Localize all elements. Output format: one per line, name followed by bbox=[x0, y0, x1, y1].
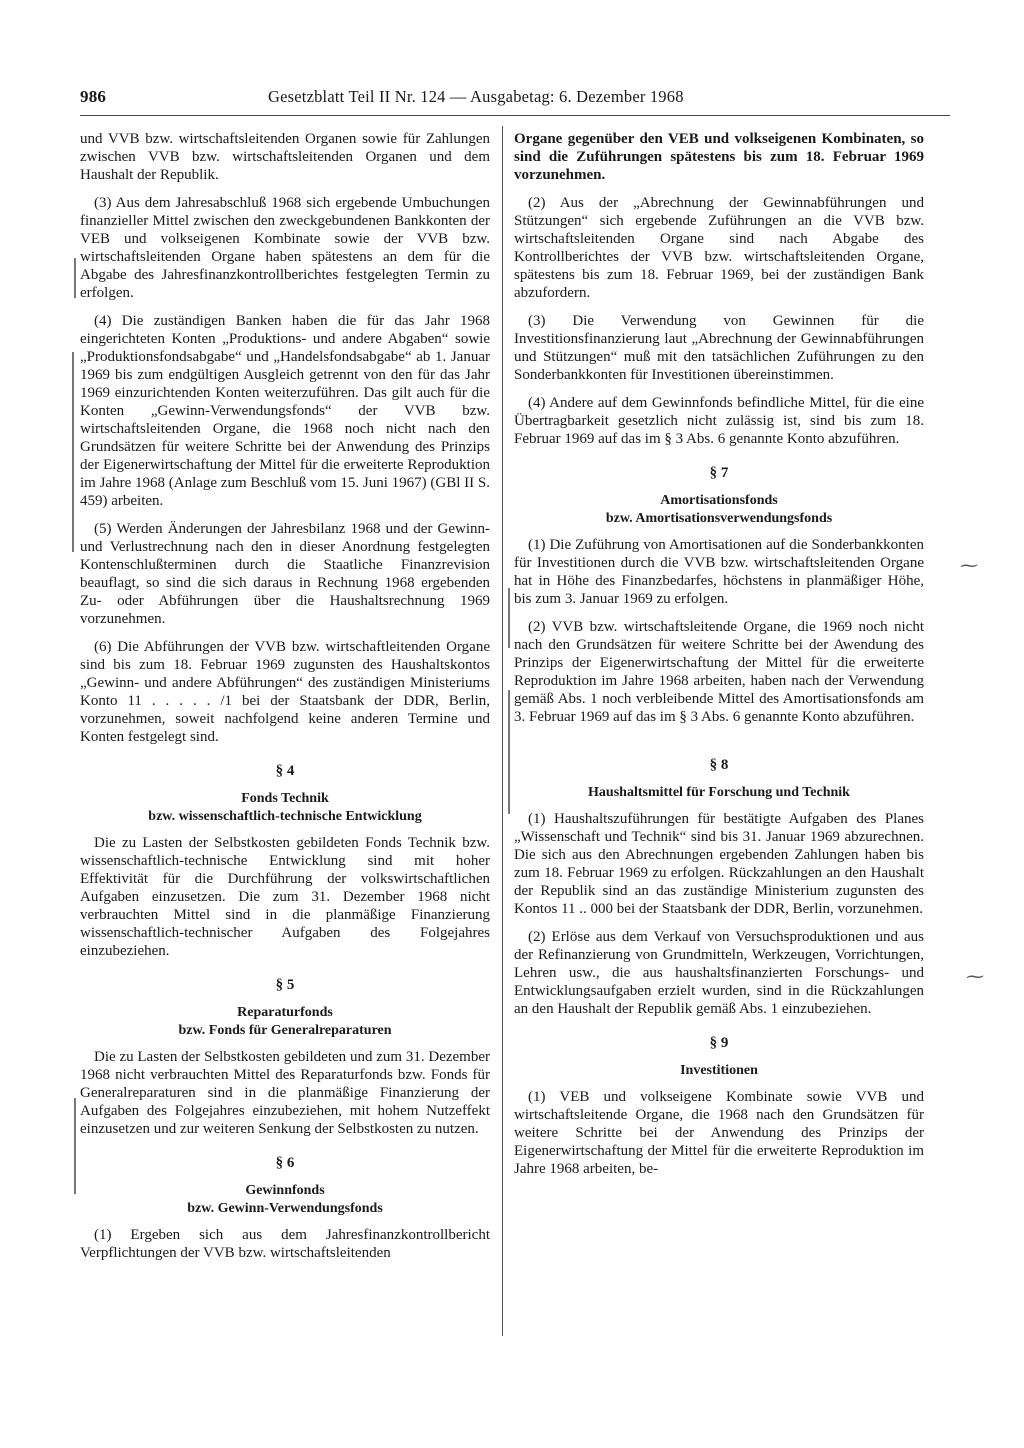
section-number: § 7 bbox=[709, 465, 729, 481]
page-header bbox=[80, 84, 950, 110]
margin-bar bbox=[72, 352, 74, 552]
paragraph: (1) VEB und volkseigene Kombinate sowie VVB und wirtschaftsleitende Organe, die 1968 nach den Grundsätzen für weitere Schritte bei der Anwendung des Prinzips der Eigenerwirtschaftung der Mittel für die erweiterte Reproduktion im Jahre 1968 arbeiten, be- bbox=[514, 1089, 924, 1177]
column-divider bbox=[502, 126, 503, 1336]
margin-bar bbox=[508, 588, 510, 648]
margin-bar bbox=[508, 690, 510, 814]
paragraph: Organe gegenüber den VEB und volkseigenen Kombinaten, so sind die Zuführungen spätestens bis zum 18. Februar 1969 vorzunehmen. bbox=[514, 131, 924, 183]
section-number: § 4 bbox=[275, 763, 295, 779]
section-title-line: Amortisationsfonds bbox=[660, 493, 778, 508]
paragraph: (3) Aus dem Jahresabschluß 1968 sich ergebende Umbuchungen finanzieller Mittel zwischen den zweckgebundenen Bankkonten der VEB und volkseigenen Kombinate sowie der VVB bzw. wirtschaftsleitenden Organe haben spätestens an dem für die Abgabe des Jahresfinanzkontrollberichtes festgelegten Termin zu erfolgen. bbox=[80, 195, 490, 301]
right-column bbox=[514, 130, 924, 1188]
section-title-line: Gewinnfonds bbox=[245, 1183, 325, 1198]
section-title bbox=[514, 1062, 924, 1080]
header-rule bbox=[80, 115, 950, 116]
section-title-line: bzw. Fonds für Generalreparaturen bbox=[178, 1023, 392, 1038]
section-title-line: Fonds Technik bbox=[241, 791, 329, 806]
left-column bbox=[80, 130, 490, 1272]
section-title bbox=[514, 784, 924, 802]
paragraph: (4) Die zuständigen Banken haben die für das Jahr 1968 eingerichteten Konten „Produktions- und andere Abgaben“ sowie „Produktionsfondsabgabe“ und „Handelsfondsabgabe“ ab 1. Januar 1969 bis zum endgültigen Ausgleich getrennt von den für das Jahr 1969 einzurichtenden Konten weiterzuführen. Das gilt auch für die Konten „Gewinn-Verwendungsfonds“ der VVB bzw. wirtschaftsleitenden Organe, die 1968 noch nicht nach den Grundsätzen für weitere Schritte bei der Anwendung des Prinzips der Eigenerwirtschaftung der Mittel für die erweiterte Reproduktion im Jahre 1968 (Anlage zum Beschluß vom 15. Juni 1967) (GBl II S. 459) arbeiten. bbox=[80, 313, 490, 509]
section-title-line: bzw. Amortisationsverwendungsfonds bbox=[605, 511, 833, 526]
margin-squiggle-icon: ⁓ bbox=[960, 555, 978, 575]
section-title-line: bzw. wissenschaftlich-technische Entwicklung bbox=[148, 809, 422, 824]
page-number: 986 bbox=[80, 87, 107, 106]
paragraph: (2) Aus der „Abrechnung der Gewinnabführungen und Stützungen“ sich ergebende Zuführungen an die VVB bzw. wirtschaftsleitenden Organe sind nach Abgabe des Kontrollberichtes der VVB bzw. wirtschaftsleitenden Organe, spätestens bis zum 18. Februar 1969, bei der zuständigen Bank abzufordern. bbox=[514, 195, 924, 301]
paragraph: (1) Haushaltszuführungen für bestätigte Aufgaben des Planes „Wissenschaft und Technik“ sind bis 31. Januar 1969 abzurechnen. Die sich aus den Abrechnungen ergebenden Zahlungen haben bis zum 18. Februar 1969 zu erfolgen. Rückzahlungen an den Haushalt der Republik sind an das zuständige Ministerium zugunsten des Kontos 11 .. 000 bei der Staatsbank der DDR, Berlin, vorzunehmen. bbox=[514, 811, 924, 917]
paragraph: (4) Andere auf dem Gewinnfonds befindliche Mittel, für die eine Übertragbarkeit gesetzlich nicht zulässig ist, sind bis zum 18. Februar 1969 auf das im § 3 Abs. 6 genannte Konto abzuführen. bbox=[514, 395, 924, 447]
paragraph: (3) Die Verwendung von Gewinnen für die Investitionsfinanzierung laut „Abrechnung der Gewinnabführungen und Stützungen“ muß mit den tatsächlichen Zuführungen zu den Sonderbankkonten für Investitionen übereinstimmen. bbox=[514, 313, 924, 383]
paragraph: und VVB bzw. wirtschaftsleitenden Organen sowie für Zahlungen zwischen VVB bzw. wirtschaftsleitenden Organen und dem Haushalt der Republik. bbox=[80, 131, 490, 183]
paragraph: (5) Werden Änderungen der Jahresbilanz 1968 und der Gewinn- und Verlustrechnung nach den in dieser Anordnung festgelegten Kontenschlußterminen durch die Staatliche Finanzrevision beauflagt, so sind die sich daraus in Rechnung 1968 ergebenden Zu- oder Abführungen über die Haushaltsrechnung 1969 vorzunehmen. bbox=[80, 521, 490, 627]
section-title bbox=[80, 790, 490, 826]
section-title-line: Haushaltsmittel für Forschung und Technik bbox=[588, 785, 850, 800]
section-title bbox=[514, 492, 924, 528]
section-number: § 5 bbox=[275, 977, 295, 993]
paragraph: (2) VVB bzw. wirtschaftsleitende Organe, die 1969 noch nicht nach den Grundsätzen für weitere Schritte bei der Awendung des Prinzips der Eigenerwirtschaftung der Mittel für die erweiterte Reproduktion im Jahre 1968 arbeiten, haben nach der Verwendung gemäß Abs. 1 noch verbleibende Mittel des Amortisationsfonds am 3. Februar 1969 auf das im § 3 Abs. 6 genannte Konto abzuführen. bbox=[514, 619, 924, 725]
margin-squiggle-icon: ⁓ bbox=[966, 966, 984, 986]
section-number: § 8 bbox=[709, 757, 729, 773]
paragraph: Die zu Lasten der Selbstkosten gebildeten und zum 31. Dezember 1968 nicht verbrauchten Mittel des Reparaturfonds bzw. Fonds für Generalreparaturen sind in die planmäßige Finanzierung der Aufgaben des Folgejahres einzubeziehen, mit hohem Nutzeffekt einzusetzen und zur weiteren Senkung der Selbstkosten zu nutzen. bbox=[80, 1049, 490, 1137]
paragraph: (1) Ergeben sich aus dem Jahresfinanzkontrollbericht Verpflichtungen der VVB bzw. wirtschaftsleitenden bbox=[80, 1227, 490, 1261]
paragraph: Die zu Lasten der Selbstkosten gebildeten Fonds Technik bzw. wissenschaftlich-technische Entwicklung sind mit hoher Effektivität für die Durchführung der volkswirtschaftlichen Aufgaben einzusetzen. Die zum 31. Dezember 1968 nicht verbrauchten Mittel sind in die planmäßige Finanzierung wissenschaftlich-technischer Aufgaben des Folgejahres einzubeziehen. bbox=[80, 835, 490, 959]
section-title-line: Reparaturfonds bbox=[237, 1005, 333, 1020]
paragraph: (2) Erlöse aus dem Verkauf von Versuchsproduktionen und aus der Refinanzierung von Grundmitteln, Werkzeugen, Vorrichtungen, Lehren usw., die aus haushaltsfinanzierten Forschungs- und Entwicklungsaufgaben erzielt wurden, sind in die Rückzahlungen an den Haushalt der Republik gemäß Abs. 1 einzubeziehen. bbox=[514, 929, 924, 1017]
section-number: § 6 bbox=[275, 1155, 295, 1171]
section-title-line: bzw. Gewinn-Verwendungsfonds bbox=[187, 1201, 383, 1216]
section-title bbox=[80, 1004, 490, 1040]
paragraph: (6) Die Abführungen der VVB bzw. wirtschaftleitenden Organe sind bis zum 18. Februar 1969 zugunsten des Haushaltskontos „Gewinn- und andere Abführungen“ des zuständigen Ministeriums Konto 11 . . . . . /1 bei der Staatsbank der DDR, Berlin, vorzunehmen, soweit nachfolgend keine anderen Termine und Konten festgelegt sind. bbox=[80, 639, 490, 745]
paragraph: (1) Die Zuführung von Amortisationen auf die Sonderbankkonten für Investitionen durch die VVB bzw. wirtschaftsleitenden Organe hat in Höhe des Finanzbedarfes, höchstens in planmäßiger Höhe, bis zum 3. Januar 1969 zu erfolgen. bbox=[514, 537, 924, 607]
gazette-title: Gesetzblatt Teil II Nr. 124 — Ausgabetag: 6. Dezember 1968 bbox=[268, 87, 684, 106]
margin-bar bbox=[74, 1098, 76, 1194]
section-title-line: Investitionen bbox=[680, 1063, 758, 1078]
section-title bbox=[80, 1182, 490, 1218]
margin-bar bbox=[74, 258, 76, 298]
section-number: § 9 bbox=[709, 1035, 729, 1051]
